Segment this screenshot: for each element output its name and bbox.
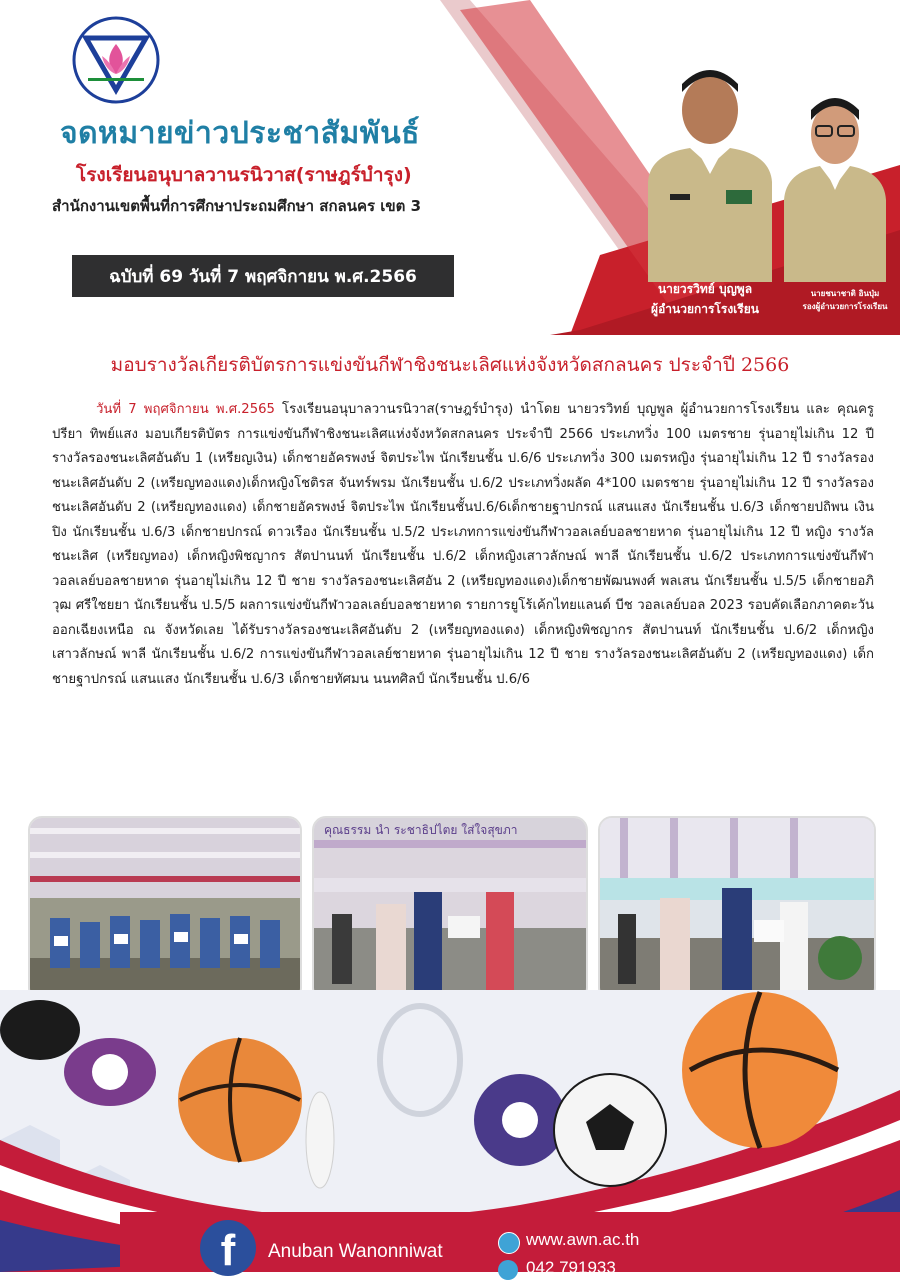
- facebook-page-name[interactable]: Anuban Wanonniwat: [268, 1241, 443, 1262]
- facebook-icon[interactable]: f: [200, 1220, 256, 1276]
- article-date: วันที่ 7 พฤศจิกายน พ.ศ.2565: [96, 402, 275, 417]
- article-body-text: โรงเรียนอนุบาลวานรนิวาส(ราษฎร์บำรุง) นำโดย นายวรวิทย์ บุญพูล ผู้อำนวยการโรงเรียน และ คุณครูปรียา ทิพย์แสง มอบเกียรติบัตร การแข่งขันกีฬาชิงชนะเลิศแห่งจังหวัดสกลนคร ประจำปี 2566 ประเภทวิ่ง 100 เมตรชาย รุ่นอายุไม่เกิน 12 ปี รางวัลรองชนะเลิศอันดับ 1 (เหรียญเงิน) เด็กชายอัครพงษ์ จิตประไพ นักเรียนชั้น ป.6/6 ประเภทวิ่ง 300 เมตรหญิง รุ่นอายุไม่เกิน 12 ปี รางวัลรองชนะเลิศอันดับ 2 (เหรียญทองแดง)เด็กหญิงโชติรส จันทร์พรม นักเรียนชั้น ป.6/2 ประเภทวิ่งผลัด 4*100 เมตรชาย รุ่นอายุไม่เกิน 12 ปี รางวัลรองชนะเลิศอันดับ 2 (เหรียญทองแดง) เด็กชายอัครพงษ์ จิตประไพ นักเรียนชั้นป.6/6เด็กชายฐาปกรณ์ แสนแสง นักเรียนชั้น ป.6/3 เด็กชายปถิพน เงินปิง นักเรียนชั้น ป.6/3 เด็กชายปกรณ์ ดาวเรือง นักเรียนชั้น ป.5/2 ประเภทการแข่งขันกีฬาวอลเลย์บอลชายหาด รุ่นอายุไม่เกิน 12 ปี หญิง รางวัลชนะเลิศ (เหรียญทอง) เด็กหญิงพิชญากร สัตปานนท์ นักเรียนชั้น ป.6/2 เด็กหญิงเสาวลักษณ์ พาลี นักเรียนชั้น ป.6/2 ประเภทการแข่งขันกีฬาวอลเลย์บอลชายหาด รุ่นอายุไม่เกิน 12 ปี ชาย รางวัลรองชนะเลิศอัน 2 (เหรียญทองแดง)เด็กชายพัฒนพงศ์ พลเสน นักเรียนชั้น ป.5/5 เด็กชายอภิวุฒ ศรีใชยยา นักเรียนชั้น ป.5/5 ผลการแข่งขันกีฬาวอลเลย์บอลชายหาด รายการยูโร้เค้กไทยแลนด์ บีช วอลเลย์บอล 2023 รอบคัดเลือกภาคตะวันออกเฉียงเหนือ ณ จังหวัดเลย ได้รับรางวัลรองชนะเลิศอันดับ 2 (เหรียญทองแดง) เด็กหญิงพิชญากร สัตปานนท์ นักเรียนชั้น ป.6/2 เด็กหญิงเสาวลักษณ์ พาลี นักเรียนชั้น ป.6/2 การแข่งขันกีฬาวอลเลย์ชายหาด รุ่นอายุไม่เกิน 12 ปี ชาย รางวัลรองชนะเลิศอันดับ 2 (เหรียญทองแดง) เด็กชายฐาปกรณ์ แสนแสง นักเรียนชั้น ป.6/3 เด็กชายทัศมน นนทศิลป์ นักเรียนชั้น ป.6/6: [52, 402, 875, 687]
- award-photo-presentation: [598, 816, 876, 1002]
- director-portrait: [640, 62, 780, 282]
- director-name: นายวรวิทย์ บุญพูล: [657, 282, 753, 296]
- deputy-portrait: [780, 92, 890, 282]
- award-photo-group: [28, 816, 302, 1002]
- deputy-name: นายชนาชาติ อินปุ่ม: [810, 289, 880, 298]
- phone-icon: [498, 1260, 518, 1280]
- education-office: สำนักงานเขตพื้นที่การศึกษาประถมศึกษา สกลนคร เขต 3: [52, 197, 422, 215]
- article-body: [52, 398, 874, 692]
- deputy-role: รองผู้อำนวยการโรงเรียน: [802, 302, 888, 311]
- school-name: โรงเรียนอนุบาลวานรนิวาส(ราษฎร์บำรุง): [76, 164, 412, 186]
- newsletter-title: จดหมายข่าวประชาสัมพันธ์: [60, 116, 420, 151]
- globe-icon: [498, 1232, 520, 1254]
- website-link[interactable]: www.awn.ac.th: [526, 1230, 640, 1249]
- article-headline: มอบรางวัลเกียรติบัตรการแข่งขันกีฬาชิงชนะเลิศแห่งจังหวัดสกลนคร ประจำปี 2566: [110, 354, 790, 376]
- director-role: ผู้อำนวยการโรงเรียน: [651, 302, 759, 316]
- award-photo-ceremony: [312, 816, 588, 1002]
- school-logo: [72, 16, 160, 104]
- issue-banner: ฉบับที่ 69 วันที่ 7 พฤศจิกายน พ.ศ.2566: [72, 255, 454, 297]
- photo-sign-text: คุณธรรม นำ ระชาธิปไตย ใส่ใจสุขภา: [324, 823, 518, 837]
- phone-number[interactable]: 042 791933: [526, 1258, 616, 1277]
